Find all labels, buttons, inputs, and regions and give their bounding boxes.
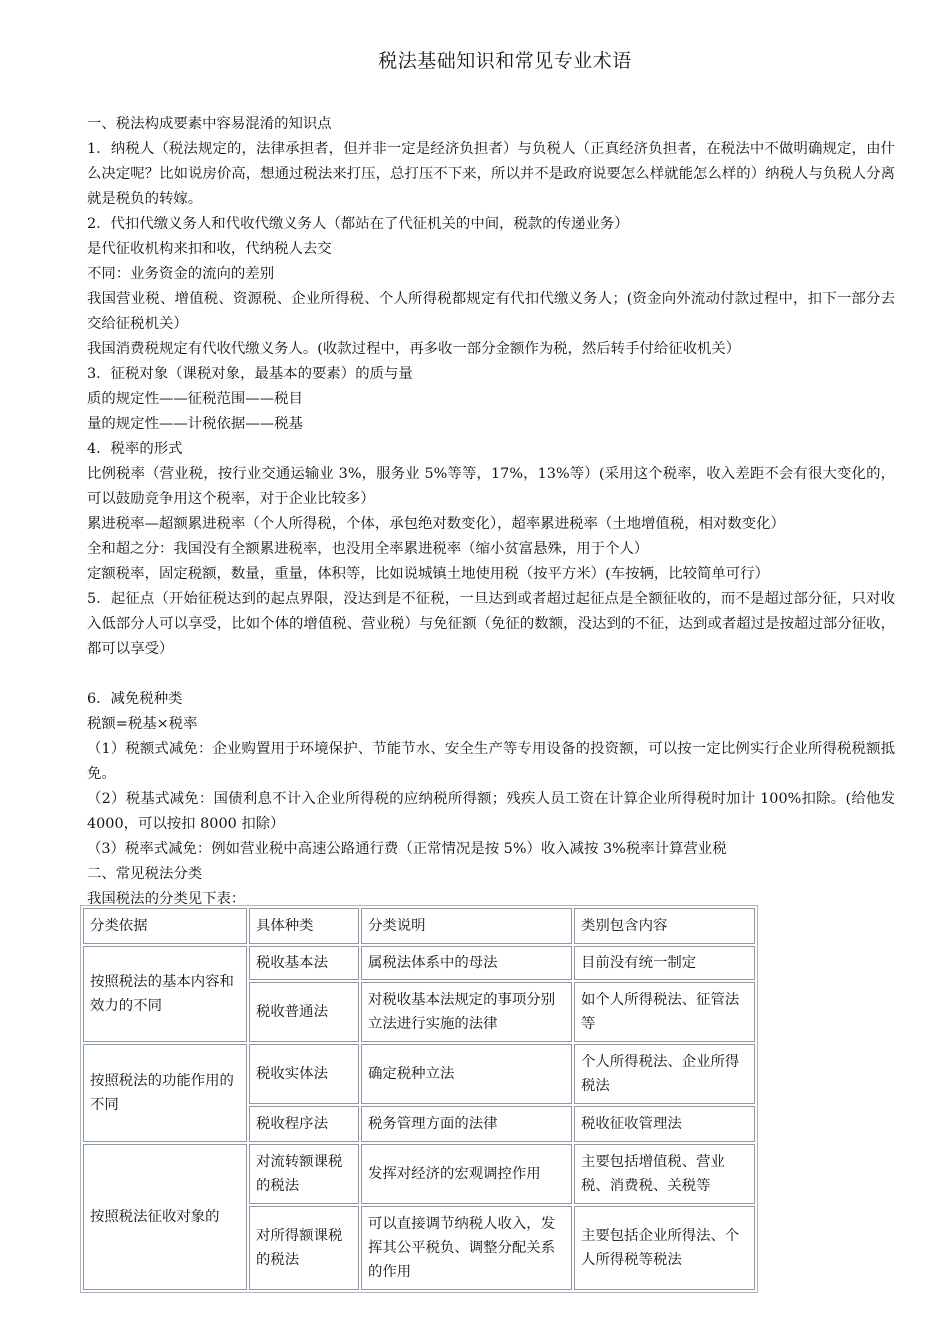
paragraph: 2．代扣代缴义务人和代收代缴义务人（都站在了代征机关的中间，税款的传递业务） (87, 216, 629, 232)
document-title: 税法基础知识和常见专业术语 (378, 50, 632, 72)
table-cell: 税收基本法 (249, 946, 359, 980)
paragraph: 量的规定性——计税依据——税基 (87, 416, 303, 432)
table-cell: 属税法体系中的母法 (361, 946, 572, 980)
paragraph: （3）税率式减免：例如营业税中高速公路通行费（正常情况是按 5%）收入减按 3%税率计算营业税 (87, 841, 727, 857)
paragraph: 我国消费税规定有代收代缴义务人。(收款过程中，再多收一部分金额作为税，然后转手付给征收机关） (87, 341, 741, 357)
table-row (83, 1044, 755, 1104)
table-cell: 对税收基本法规定的事项分别立法进行实施的法律 (361, 982, 572, 1042)
paragraph: 6．减免税种类 (87, 691, 183, 707)
table-row (83, 946, 755, 980)
basis-cell: 按照税法的功能作用的不同 (83, 1044, 247, 1142)
table-cell: 如个人所得税法、征管法等 (574, 982, 755, 1042)
blank-line (87, 662, 895, 687)
header-cell: 分类说明 (361, 908, 572, 944)
paragraph: 我国税法的分类见下表： (87, 891, 246, 907)
basis-cell: 按照税法的基本内容和效力的不同 (83, 946, 247, 1042)
basis-cell: 按照税法征收对象的 (83, 1144, 247, 1290)
paragraph: 累进税率—超额累进税率（个人所得税，个体，承包绝对数变化），超率累进税率（土地增值税，相对数变化） (87, 516, 785, 532)
paragraph: 税额=税基×税率 (87, 716, 198, 732)
table-cell: 对所得额课税的税法 (249, 1206, 359, 1290)
section-heading: 二、常见税法分类 (87, 866, 203, 882)
paragraph: 比例税率（营业税，按行业交通运输业 3%，服务业 5%等等，17%，13%等）(采用这个税率，收入差距不会有很大变化的，可以鼓励竞争用这个税率，对于企业比较多） (87, 466, 895, 507)
table-cell: 税务管理方面的法律 (361, 1106, 572, 1142)
paragraph: 定额税率，固定税额，数量，重量，体积等，比如说城镇土地使用税（按平方米）(车按辆，比较简单可行） (87, 566, 769, 582)
paragraph: 5．起征点（开始征税达到的起点界限，没达到是不征税，一旦达到或者超过起征点是全额征收的，而不是超过部分征，只对收入低部分人可以享受，比如个体的增值税、营业税）与免征额（免征的数额，没达到的不征，达到或者超过是按超过部分征收，都可以享受） (87, 591, 895, 657)
table-cell: 个人所得税法、企业所得税法 (574, 1044, 755, 1104)
header-cell: 类别包含内容 (574, 908, 755, 944)
table-cell: 税收征收管理法 (574, 1106, 755, 1142)
paragraph: 质的规定性——征税范围——税目 (87, 391, 303, 407)
paragraph: 4．税率的形式 (87, 441, 183, 457)
section-heading: 一、税法构成要素中容易混淆的知识点 (87, 116, 332, 132)
table-cell: 税收实体法 (249, 1044, 359, 1104)
table-header-row (83, 908, 755, 944)
paragraph: 1．纳税人（税法规定的，法律承担者，但并非一定是经济负担者）与负税人（正真经济负担者，在税法中不做明确规定，由什么决定呢？比如说房价高，想通过税法来打压，总打压不下来，所以并不是政府说要怎么样就能怎么样的）纳税人与负税人分离就是税负的转嫁。 (87, 141, 895, 207)
table-cell: 对流转额课税的税法 (249, 1144, 359, 1204)
table-cell: 确定税种立法 (361, 1044, 572, 1104)
table-row (83, 1144, 755, 1204)
paragraph: 3．征税对象（课税对象，最基本的要素）的质与量 (87, 366, 413, 382)
paragraph: 全和超之分：我国没有全额累进税率，也没用全率累进税率（缩小贫富悬殊，用于个人） (87, 541, 649, 557)
paragraph: 我国营业税、增值税、资源税、企业所得税、个人所得税都规定有代扣代缴义务人；(资金向外流动付款过程中，扣下一部分去交给征税机关） (87, 291, 895, 332)
paragraph: （1）税额式减免：企业购置用于环境保护、节能节水、安全生产等专用设备的投资额，可以按一定比例实行企业所得税税额抵免。 (87, 741, 895, 782)
table-cell: 主要包括企业所得法、个人所得税等税法 (574, 1206, 755, 1290)
table-cell: 主要包括增值税、营业税、消费税、关税等 (574, 1144, 755, 1204)
header-cell: 分类依据 (83, 908, 247, 944)
paragraph: 是代征收机构来扣和收，代纳税人去交 (87, 241, 332, 257)
tax-law-classification-table (80, 905, 758, 1293)
paragraph: （2）税基式减免：国债利息不计入企业所得税的应纳税所得额；残疾人员工资在计算企业所得税时加计 100%扣除。(给他发 4000，可以按扣 8000 扣除） (87, 791, 895, 832)
header-cell: 具体种类 (249, 908, 359, 944)
table-cell: 税收普通法 (249, 982, 359, 1042)
table-cell: 可以直接调节纳税人收入，发挥其公平税负、调整分配关系的作用 (361, 1206, 572, 1290)
table-cell: 税收程序法 (249, 1106, 359, 1142)
table-cell: 目前没有统一制定 (574, 946, 755, 980)
table-cell: 发挥对经济的宏观调控作用 (361, 1144, 572, 1204)
paragraph: 不同：业务资金的流向的差别 (87, 266, 275, 282)
document-body (87, 112, 895, 912)
